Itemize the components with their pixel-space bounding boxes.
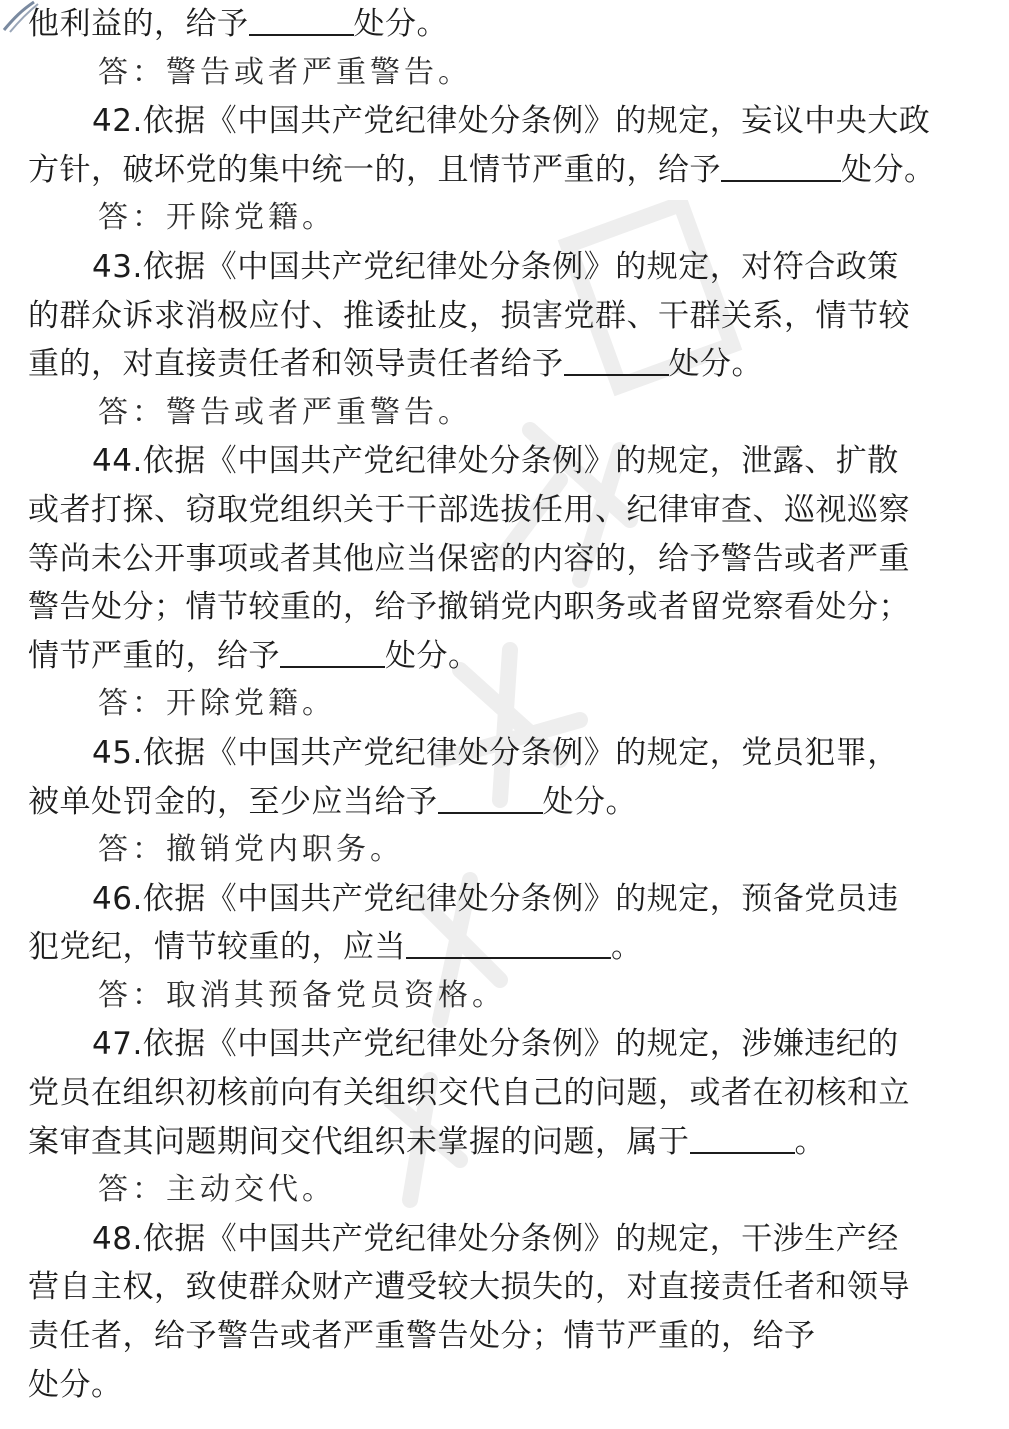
answer-blank xyxy=(406,927,611,959)
question-text-end: 处分。 xyxy=(668,346,763,383)
question-46-line-2 xyxy=(28,923,990,972)
question-text: 被单处罚金的，至少应当给予 xyxy=(28,783,438,820)
question-text-end: 处分。 xyxy=(353,6,448,42)
question-47-line-2: 党员在组织初核前向有关组织交代自己的问题，或者在初核和立 xyxy=(28,1075,910,1112)
question-text-end: 处分。 xyxy=(841,151,936,188)
question-48-line-4: 处分。 xyxy=(28,1366,123,1403)
question-45-line-1: 45.依据《中国共产党纪律处分条例》的规定，党员犯罪， xyxy=(92,734,899,771)
question-46-line-1: 46.依据《中国共产党纪律处分条例》的规定，预备党员违 xyxy=(92,880,899,917)
question-41-line-1 xyxy=(28,0,990,49)
document-body xyxy=(28,0,990,1409)
answer-blank xyxy=(249,4,354,36)
question-text-end: 。 xyxy=(611,929,643,966)
answer-42: 答：开除党籍。 xyxy=(98,200,336,236)
question-42-line-1: 42.依据《中国共产党纪律处分条例》的规定，妄议中央大政 xyxy=(92,103,931,140)
question-48-line-2: 营自主权，致使群众财产遭受较大损失的，对直接责任者和领导 xyxy=(28,1269,910,1306)
question-text: 重的，对直接责任者和领导责任者给予 xyxy=(28,346,564,383)
question-text-end: 处分。 xyxy=(542,783,637,820)
question-text-end: 。 xyxy=(794,1123,826,1160)
question-text: 情节严重的，给予 xyxy=(28,637,280,674)
question-45-line-2 xyxy=(28,778,990,827)
answer-41: 答：警告或者严重警告。 xyxy=(98,54,472,90)
answer-blank xyxy=(564,344,669,376)
question-44-line-2: 或者打探、窃取党组织关于干部选拔任用、纪律审查、巡视巡察 xyxy=(28,491,910,528)
answer-blank xyxy=(280,636,385,668)
question-text: 他利益的，给予 xyxy=(28,6,249,42)
question-text: 方针，破坏党的集中统一的，且情节严重的，给予 xyxy=(28,151,721,188)
answer-46: 答：取消其预备党员资格。 xyxy=(98,977,506,1013)
answer-44: 答：开除党籍。 xyxy=(98,686,336,722)
question-44-line-5 xyxy=(28,632,990,681)
question-48-line-1: 48.依据《中国共产党纪律处分条例》的规定，干涉生产经 xyxy=(92,1220,899,1257)
answer-43: 答：警告或者严重警告。 xyxy=(98,394,472,430)
answer-47: 答：主动交代。 xyxy=(98,1172,336,1208)
answer-blank xyxy=(690,1122,795,1154)
question-43-line-3 xyxy=(28,340,990,389)
answer-blank xyxy=(438,782,543,814)
question-44-line-3: 等尚未公开事项或者其他应当保密的内容的，给予警告或者严重 xyxy=(28,540,910,577)
question-text-end: 处分。 xyxy=(385,637,480,674)
question-43-line-1: 43.依据《中国共产党纪律处分条例》的规定，对符合政策 xyxy=(92,248,899,285)
question-text: 案审查其问题期间交代组织未掌握的问题，属于 xyxy=(28,1123,690,1160)
answer-blank xyxy=(721,150,841,182)
question-44-line-1: 44.依据《中国共产党纪律处分条例》的规定，泄露、扩散 xyxy=(92,443,899,480)
question-text: 犯党纪，情节较重的，应当 xyxy=(28,929,406,966)
question-48-line-3: 责任者，给予警告或者严重警告处分；情节严重的，给予 xyxy=(28,1318,816,1355)
question-42-line-2 xyxy=(28,146,990,195)
question-43-line-2: 的群众诉求消极应付、推诿扯皮，损害党群、干群关系，情节较 xyxy=(28,297,910,334)
question-47-line-3 xyxy=(28,1118,990,1167)
answer-45: 答：撤销党内职务。 xyxy=(98,832,404,868)
question-47-line-1: 47.依据《中国共产党纪律处分条例》的规定，涉嫌违纪的 xyxy=(92,1026,899,1063)
question-44-line-4: 警告处分；情节较重的，给予撤销党内职务或者留党察看处分； xyxy=(28,589,910,626)
